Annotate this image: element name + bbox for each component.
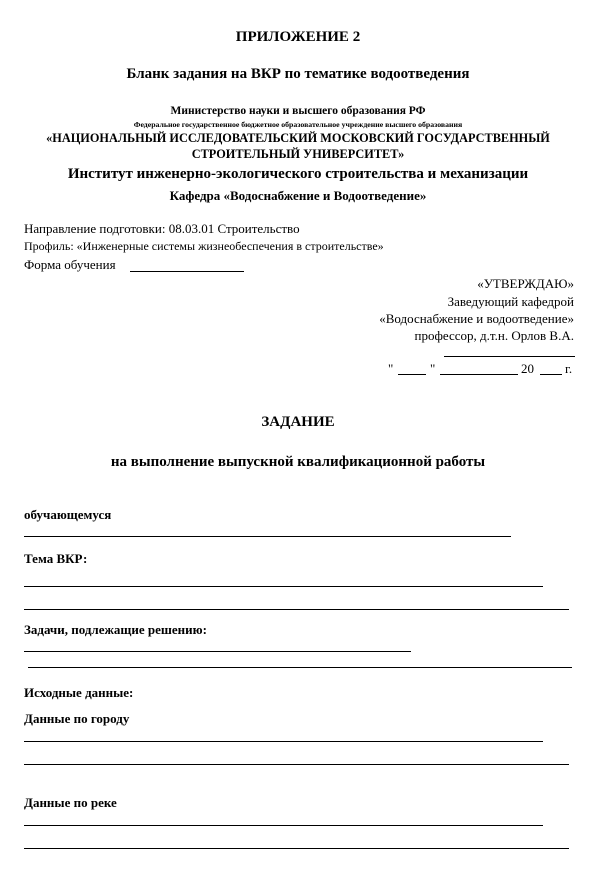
institution-type-line: Федеральное государственное бюджетное образовательное учреждение высшего образования [133,120,463,129]
approval-head-title: Заведующий кафедрой [447,294,574,309]
approval-heading: «УТВЕРЖДАЮ» [477,276,574,291]
task-subtitle: на выполнение выпускной квалификационной работы [110,454,486,470]
tasks-blank-1 [24,651,411,652]
department-name: Кафедра «Водоснабжение и Водоотведение» [169,188,427,203]
university-name-line1: «НАЦИОНАЛЬНЫЙ ИССЛЕДОВАТЕЛЬСКИЙ МОСКОВСКИЙ ГОСУДАРСТВЕННЫЙ [46,131,550,145]
river-data-blank-1 [24,825,543,826]
ministry-line: Министерство науки и высшего образования РФ [170,105,426,117]
topic-label: Тема ВКР: [24,551,88,566]
date-month-blank [440,374,518,375]
profile-line: Профиль: «Инженерные системы жизнеобеспечения в строительстве» [24,239,384,253]
study-form-label: Форма обучения [24,257,116,272]
date-quote-close: " [430,361,436,376]
tasks-label: Задачи, подлежащие решению: [24,622,207,637]
initial-data-label: Исходные данные: [24,685,134,700]
topic-blank-2 [24,609,569,610]
university-name-line2: СТРОИТЕЛЬНЫЙ УНИВЕРСИТЕТ» [191,147,405,161]
student-blank [24,536,511,537]
river-data-blank-2 [24,848,569,849]
approval-department: «Водоснабжение и водоотведение» [379,311,574,326]
date-year-suffix: г. [565,361,573,376]
topic-blank-1 [24,586,543,587]
approval-person: профессор, д.т.н. Орлов В.А. [414,328,574,343]
date-year-blank [540,374,562,375]
signature-blank [444,356,575,357]
date-year-prefix: 20 [521,361,534,376]
student-label: обучающемуся [24,507,112,522]
river-data-label: Данные по реке [24,795,117,810]
city-data-blank-1 [24,741,543,742]
direction-line: Направление подготовки: 08.03.01 Строительство [24,221,300,236]
city-data-label: Данные по городу [24,711,130,726]
appendix-heading: ПРИЛОЖЕНИЕ 2 [235,29,361,45]
city-data-blank-2 [24,764,569,765]
date-day-blank [398,374,426,375]
form-title: Бланк задания на ВКР по тематике водоотведения [126,66,470,82]
institute-name: Институт инженерно-экологического строительства и механизации [67,166,529,182]
task-title: ЗАДАНИЕ [261,414,335,430]
date-quote-open: " [388,361,394,376]
study-form-blank [130,271,244,272]
tasks-blank-2 [28,667,572,668]
